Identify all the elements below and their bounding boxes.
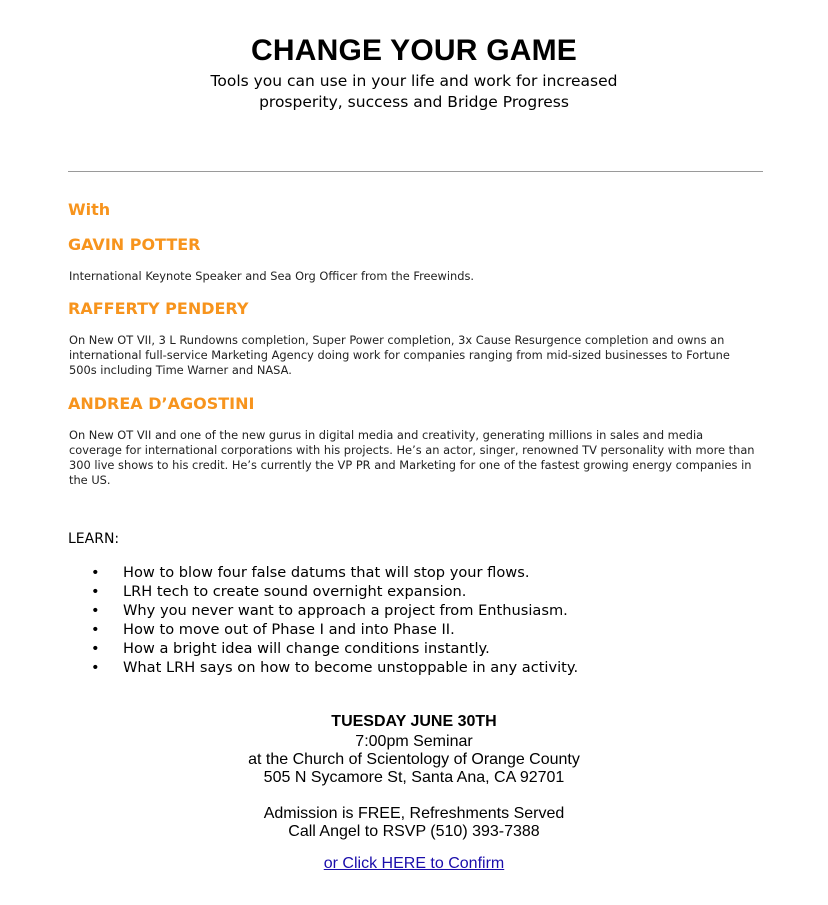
speaker-bio-andrea: On New OT VII and one of the new gurus in digital media and creativity, generating millions in sales and media coverage for international corporations with his projects. He’s an actor, singer, renowned TV personality with more than 300 live shows to his credit. He’s currently the VP PR and Marketing for one of the fastest growing energy companies in the US. xyxy=(69,428,755,487)
list-item-text: LRH tech to create sound overnight expansion. xyxy=(123,583,467,600)
bullet-icon: • xyxy=(91,621,100,638)
page-title: CHANGE YOUR GAME xyxy=(250,34,577,67)
learn-list xyxy=(68,563,578,677)
list-item-text: What LRH says on how to become unstoppable in any activity. xyxy=(123,659,579,676)
list-item xyxy=(68,563,578,582)
event-time: 7:00pm Seminar xyxy=(355,733,473,750)
subtitle-line-1: Tools you can use in your life and work for increased xyxy=(210,72,618,90)
speaker-name-andrea: ANDREA D’AGOSTINI xyxy=(68,394,255,413)
list-item-text: Why you never want to approach a project from Enthusiasm. xyxy=(123,602,568,619)
speaker-bio-gavin: International Keynote Speaker and Sea Org Officer from the Freewinds. xyxy=(69,269,475,283)
bullet-icon: • xyxy=(91,602,100,619)
event-address: 505 N Sycamore St, Santa Ana, CA 92701 xyxy=(263,769,565,786)
confirm-link-row xyxy=(0,855,828,873)
subtitle-line-2: prosperity, success and Bridge Progress xyxy=(259,93,569,111)
list-item-text: How to move out of Phase I and into Phase II. xyxy=(123,621,455,638)
bullet-icon: • xyxy=(91,564,100,581)
learn-label: LEARN: xyxy=(68,531,120,547)
list-item xyxy=(68,601,578,620)
event-admission: Admission is FREE, Refreshments Served xyxy=(263,805,565,822)
bullet-icon: • xyxy=(91,640,100,657)
page-subtitle xyxy=(0,71,828,113)
speaker-name-rafferty: RAFFERTY PENDERY xyxy=(68,299,249,318)
divider xyxy=(68,171,763,172)
bullet-icon: • xyxy=(91,583,100,600)
list-item xyxy=(68,620,578,639)
list-item-text: How a bright idea will change conditions instantly. xyxy=(123,640,490,657)
event-rsvp: Call Angel to RSVP (510) 393-7388 xyxy=(288,823,540,840)
list-item-text: How to blow four false datums that will stop your flows. xyxy=(123,564,530,581)
event-venue: at the Church of Scientology of Orange County xyxy=(248,751,580,768)
with-label: With xyxy=(68,200,111,219)
confirm-link[interactable]: or Click HERE to Confirm xyxy=(323,855,505,872)
event-date: TUESDAY JUNE 30TH xyxy=(331,713,497,730)
list-item xyxy=(68,639,578,658)
list-item xyxy=(68,658,578,677)
speaker-bio-rafferty: On New OT VII, 3 L Rundowns completion, Super Power completion, 3x Cause Resurgence completion and owns an international full-service Marketing Agency doing work for companies ranging from mid-sized businesses to Fortune 500s including Time Warner and NASA. xyxy=(69,333,730,377)
bullet-icon: • xyxy=(91,659,100,676)
list-item xyxy=(68,582,578,601)
speaker-name-gavin: GAVIN POTTER xyxy=(68,235,201,254)
